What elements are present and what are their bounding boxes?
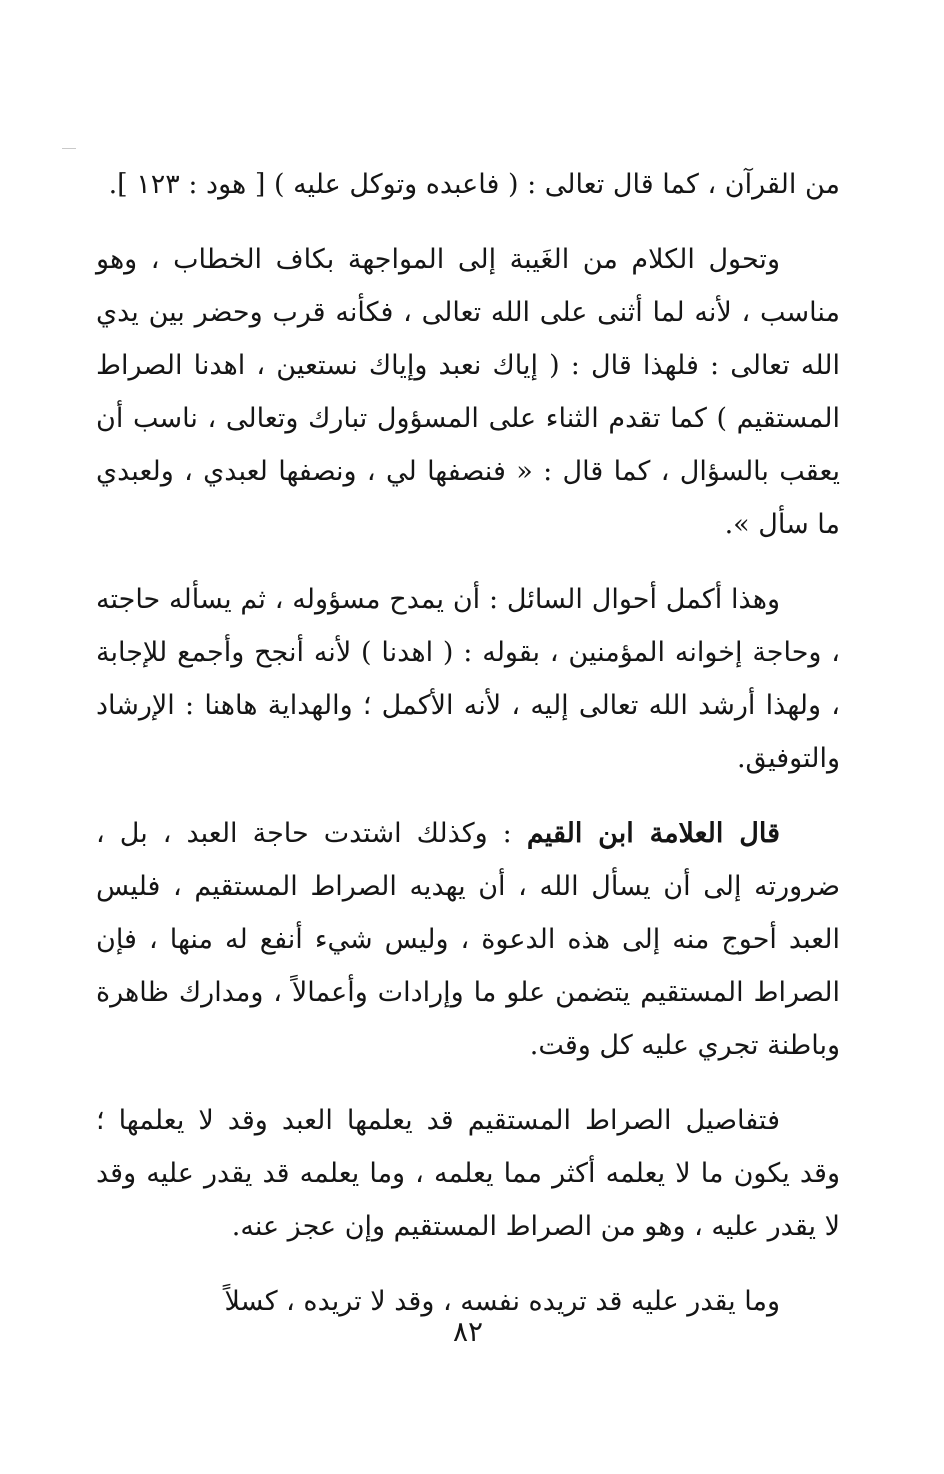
paragraph-1: [96, 158, 840, 211]
paragraph-3: [96, 573, 840, 785]
paragraph-2-text: وتحول الكلام من الغَيبة إلى المواجهة بكاف الخطاب ، وهو مناسب ، لأنه لما أثنى على الله تعالى ، فكأنه قرب وحضر بين يدي الله تعالى : فلهذا قال : ( إياك نعبد وإياك نستعين ، اهدنا الصراط المستقيم ) كما تقدم الثناء على المسؤول تبارك وتعالى ، ناسب أن يعقب بالسؤال ، كما قال : « فنصفها لي ، ونصفها لعبدي ، ولعبدي ما سأل ».: [96, 244, 840, 540]
paragraph-5: [96, 1094, 840, 1253]
paragraph-4-bold-lead: قال العلامة ابن القيم: [526, 818, 781, 849]
paragraph-2: [96, 233, 840, 551]
book-page: [96, 0, 840, 1474]
paragraph-5-text: فتفاصيل الصراط المستقيم قد يعلمها العبد وقد لا يعلمها ؛ وقد يكون ما لا يعلمه أكثر مما يعلمه ، وما يعلمه قد يقدر عليه وقد لا يقدر عليه ، وهو من الصراط المستقيم وإن عجز عنه.: [96, 1105, 840, 1242]
paragraph-3-text: وهذا أكمل أحوال السائل : أن يمدح مسؤوله ، ثم يسأله حاجته ، وحاجة إخوانه المؤمنين ، بقوله : ( اهدنا ) لأنه أنجح وأجمع للإجابة ، ولهذا أرشد الله تعالى إليه ، لأنه الأكمل ؛ والهداية هاهنا : الإرشاد والتوفيق.: [96, 584, 840, 774]
page-body: [96, 158, 840, 1350]
page-number: ٨٢: [452, 1315, 484, 1348]
paragraph-1-text: من القرآن ، كما قال تعالى : ( فاعبده وتوكل عليه ) [ هود : ١٢٣ ].: [108, 169, 840, 200]
scan-mark: [62, 148, 76, 149]
paragraph-6-text: وما يقدر عليه قد تريده نفسه ، وقد لا تريده ، كسلاً: [224, 1286, 780, 1317]
paragraph-4: [96, 807, 840, 1072]
paragraph-4-text: : وكذلك اشتدت حاجة العبد ، بل ، ضرورته إلى أن يسأل الله ، أن يهديه الصراط المستقيم ، فليس العبد أحوج منه إلى هذه الدعوة ، وليس شيء أنفع له منها ، فإن الصراط المستقيم يتضمن علو ما وإرادات وأعمالاً ، ومدارك ظاهرة وباطنة تجري عليه كل وقت.: [96, 818, 840, 1061]
